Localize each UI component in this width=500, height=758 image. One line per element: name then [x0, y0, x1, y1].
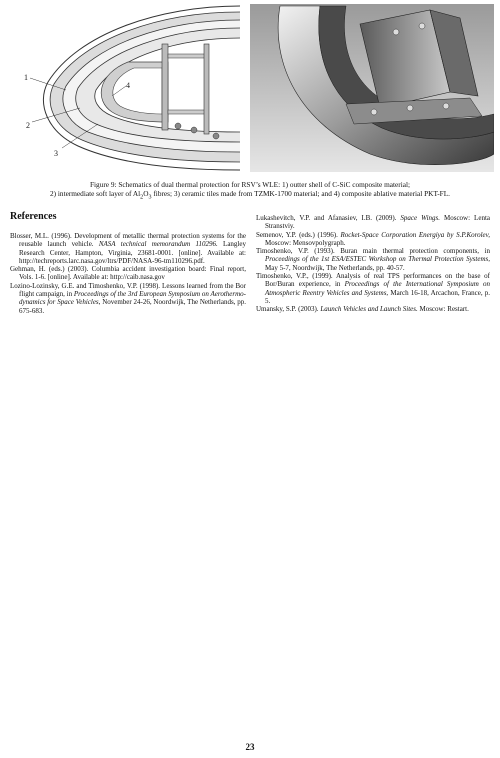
caption-line-2-part-c: fibres; 3) ceramic tiles made from TZMK-1700 material; and 4) composite ablative material PKT-FL. [151, 189, 451, 198]
reference-entry: Timoshenko, V.P. (1993). Buran main thermal protection components, in Proceedings of the 1st ESA/ESTEC Workshop on Thermal Protection Systems, May 5-7, Noordwijk, The Netherlands, pp. 40-57. [256, 247, 490, 272]
reference-entry: Timoshenko, V.P., (1999). Analysis of real TPS performances on the base of Bor/Buran experience, in Proceedings of the International Symposium on Atmospheric Reentry Vehicles and Systems, March 16-18, Arcachon, France, p. 5. [256, 272, 491, 305]
figure-caption [20, 180, 480, 202]
caption-line-1: Figure 9: Schematics of dual thermal protection for RSV’s WLE: 1) outter shell of C-SiC composite material; [89, 180, 411, 189]
references-right-column [256, 214, 490, 314]
caption-line-2-part-a: 2) intermediate soft layer of Al [49, 189, 141, 198]
reference-entry: Semenov, Y.P. (eds.) (1996). Rocket-Space Corporation Energiya by S.P.Korolev, Moscow: Mensovpolygraph. [256, 230, 491, 247]
page-number: 23 [245, 742, 255, 752]
figure-label-1: 1 [24, 73, 28, 82]
reference-entry: Gehman, H. (eds.) (2003). Columbia accident investigation board: Final report, Vols. 1-6. [online]. Available at: http://caib.nasa.gov [10, 265, 246, 282]
caption-line-2 [20, 189, 480, 202]
wle-schematic-drawing [8, 4, 240, 172]
caption-sub-3: 3 [148, 194, 152, 201]
caption-sub-2: 2 [140, 194, 144, 201]
wle-3d-render [250, 4, 494, 172]
figure-label-3: 3 [54, 149, 58, 158]
reference-entry: Lukashevitch, V.P. and Afanasiev, I.B. (2009). Space Wings. Moscow: Lenta Stranstviy. [256, 214, 490, 231]
reference-entry: Lozino-Lozinsky, G.E. and Timoshenko, V.P. (1998). Lessons learned from the Bor flight campaign, in Proceedings of the 3rd European Symposium on Aerothermo-dynamics for Space Vehicles, November 24-26, Noordwijk, The Netherlands, pp. 675-683. [10, 281, 246, 315]
references-left-column [10, 232, 246, 315]
reference-entry: Umansky, S.P. (2003). Launch Vehicles and Launch Sites. Moscow: Restart. [256, 305, 469, 314]
figure-label-2: 2 [26, 121, 30, 130]
references-heading: References [10, 211, 57, 222]
reference-entry: Blosser, M.L. (1996). Development of metallic thermal protection systems for the reusable launch vehicle. NASA technical memorandum 110296. Langley Research Center, Hampton, Virginia, 23681-0001. [online]. Available at: http://techreports.larc.nasa.gov/ltrs/PDF/NASA-96-tm110296.pdf. [10, 232, 246, 265]
figure-label-4: 4 [126, 81, 130, 90]
caption-line-2-part-b: O [143, 189, 149, 198]
